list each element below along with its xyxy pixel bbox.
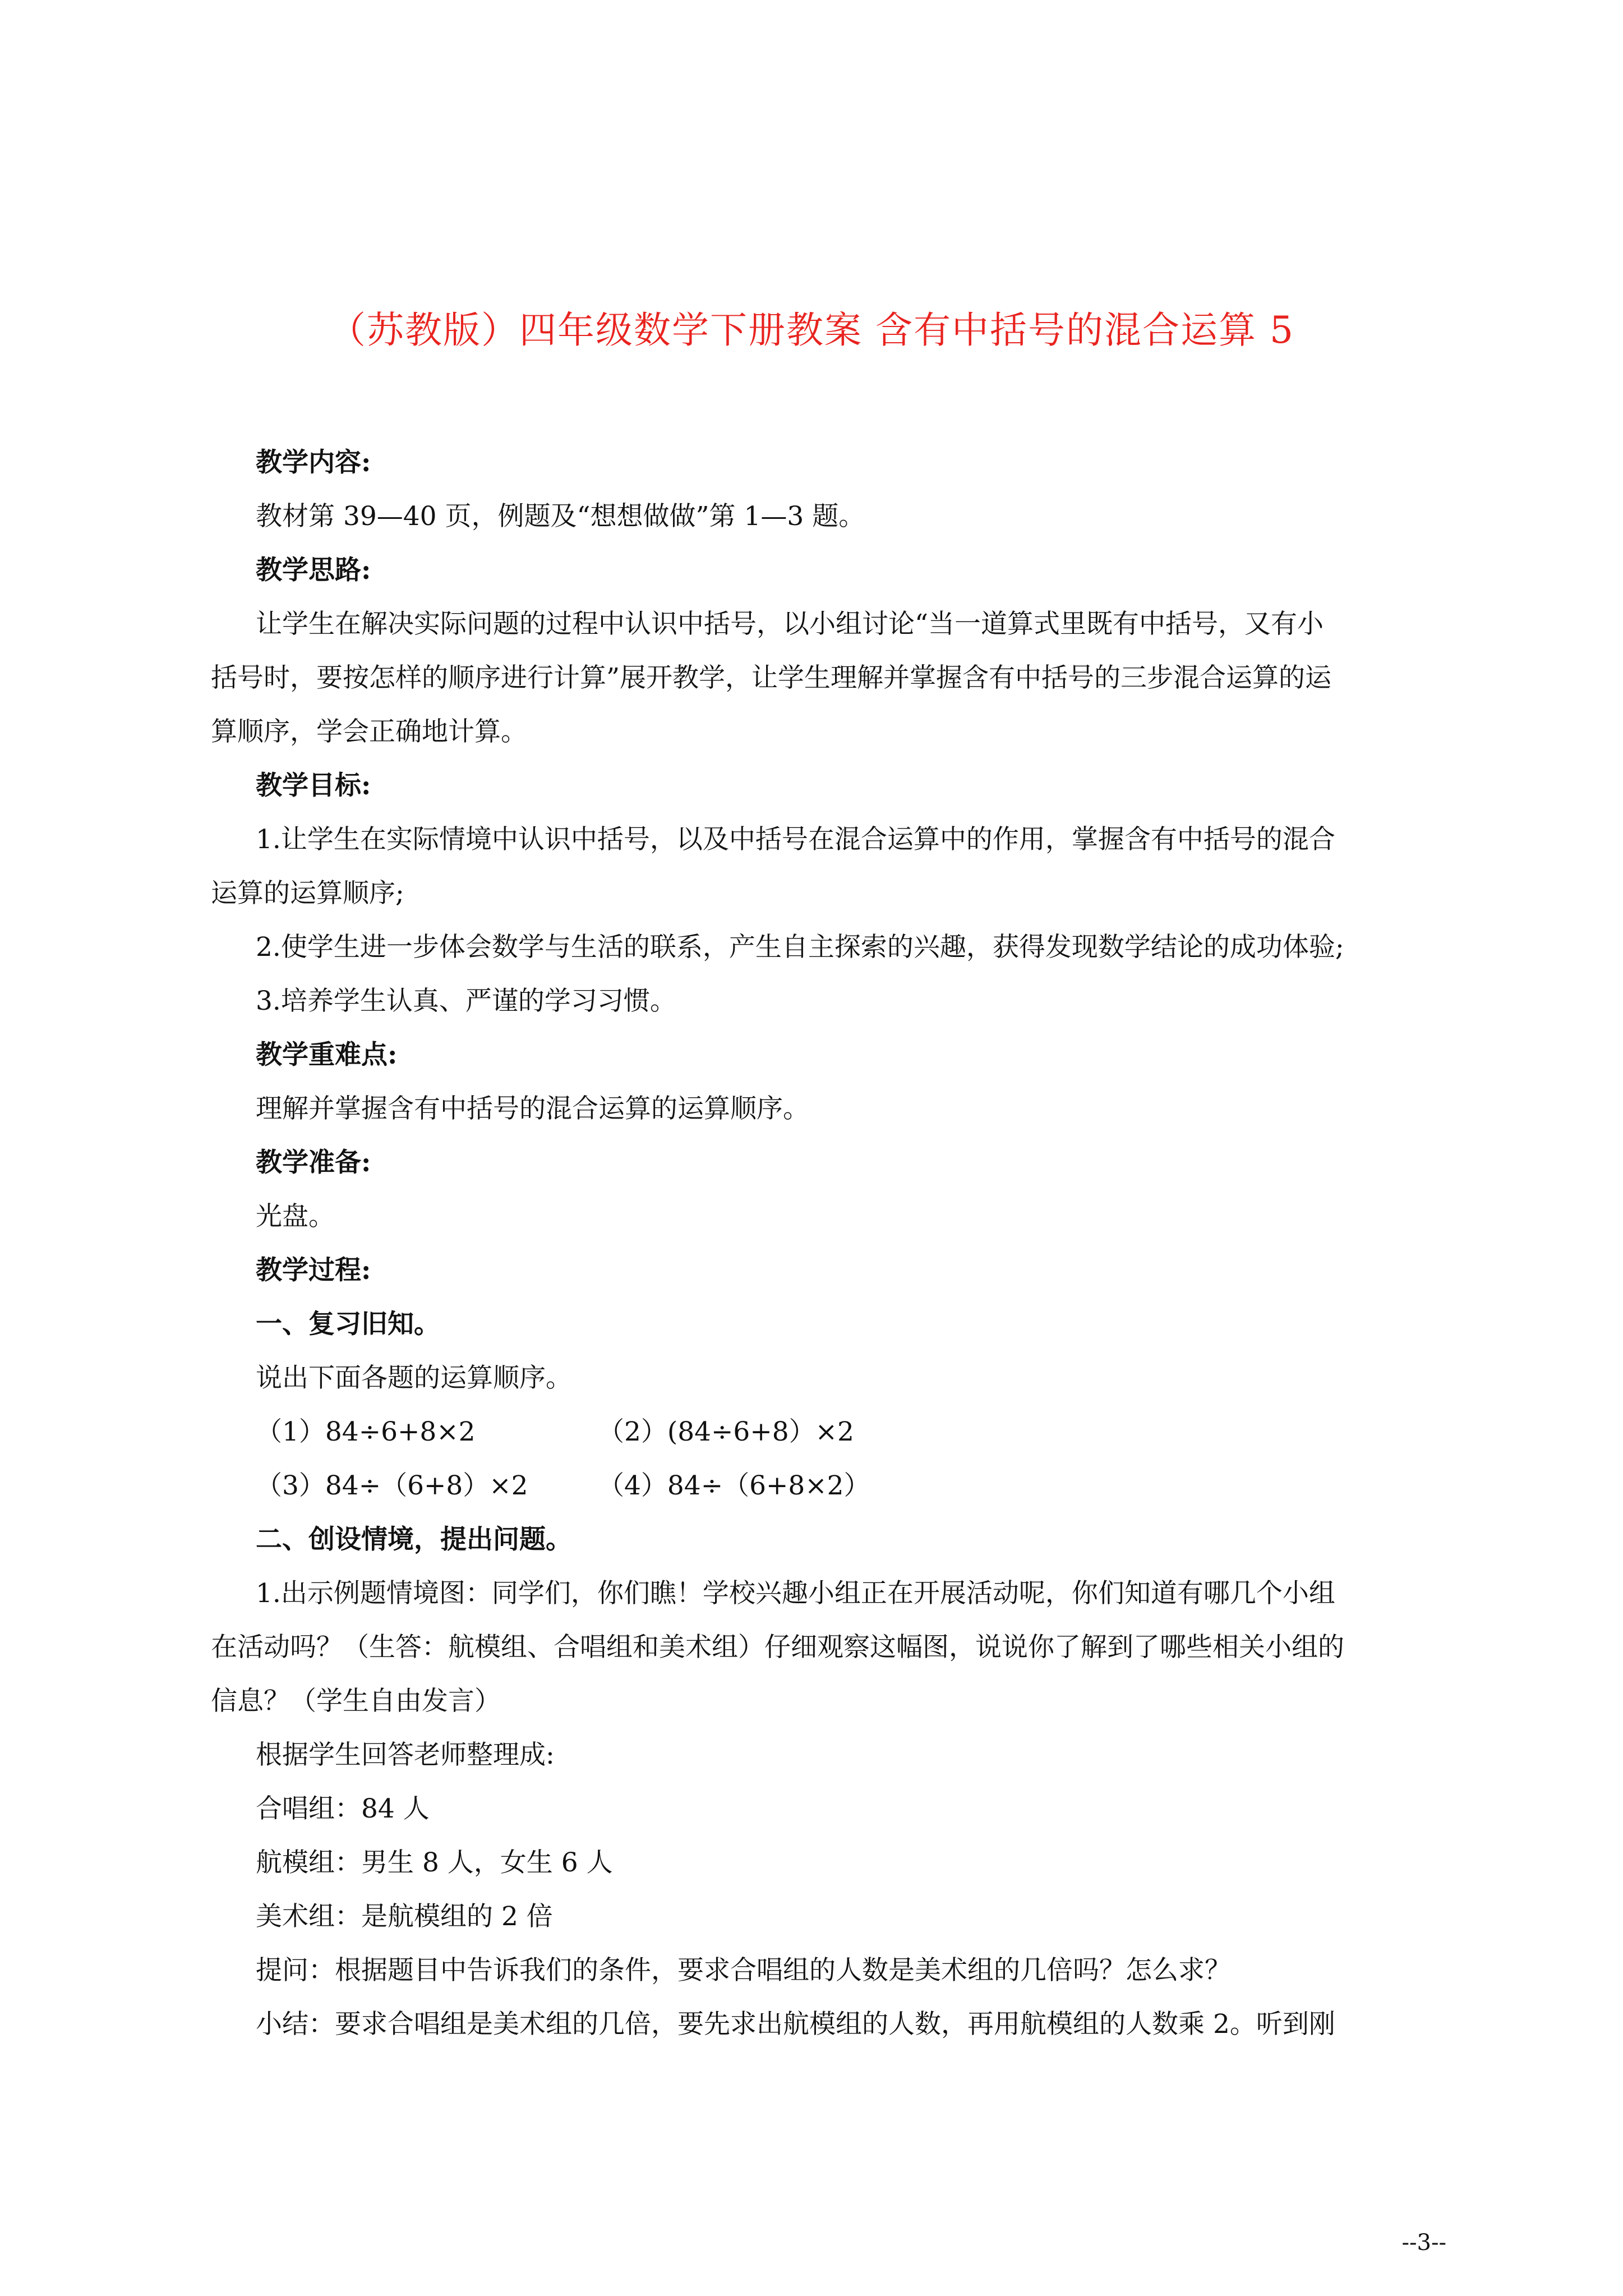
paragraph: 运算的运算顺序; xyxy=(211,878,404,909)
paragraph: 教材第 39—40 页，例题及“想想做做”第 1—3 题。 xyxy=(256,501,865,532)
heading-goal: 教学目标: xyxy=(256,770,371,801)
paragraph: 合唱组：84 人 xyxy=(256,1793,430,1824)
paragraph: 让学生在解决实际问题的过程中认识中括号，以小组讨论“当一道算式里既有中括号，又有小 xyxy=(256,609,1324,639)
paragraph: 理解并掌握含有中括号的混合运算的运算顺序。 xyxy=(256,1093,809,1124)
heading-process: 教学过程: xyxy=(256,1255,371,1286)
paragraph: 美术组：是航模组的 2 倍 xyxy=(256,1901,553,1932)
document-title: （苏教版）四年级数学下册教案 含有中括号的混合运算 5 xyxy=(329,309,1294,352)
paragraph: 括号时，要按怎样的顺序进行计算”展开教学，让学生理解并掌握含有中括号的三步混合运算的运 xyxy=(211,662,1332,693)
paragraph: 信息？（学生自由发言） xyxy=(211,1686,501,1717)
paragraph: 3.培养学生认真、严谨的学习习惯。 xyxy=(256,986,676,1016)
heading-idea: 教学思路: xyxy=(256,555,371,586)
paragraph: 在活动吗？（生答：航模组、合唱组和美术组）仔细观察这幅图，说说你了解到了哪些相关小组的 xyxy=(211,1632,1344,1663)
paragraph: 1.出示例题情境图：同学们，你们瞧！学校兴趣小组正在开展活动呢，你们知道有哪几个小组 xyxy=(256,1578,1335,1609)
paragraph: 算顺序，学会正确地计算。 xyxy=(211,716,527,747)
expression: （1）84÷6+8×2 xyxy=(256,1416,476,1447)
expression: （3）84÷（6+8）×2 xyxy=(256,1470,528,1501)
expression: （2）(84÷6+8）×2 xyxy=(598,1416,854,1447)
page-number: --3-- xyxy=(1401,2230,1446,2256)
heading-review: 一、复习旧知。 xyxy=(256,1309,440,1340)
paragraph: 2.使学生进一步体会数学与生活的联系，产生自主探索的兴趣，获得发现数学结论的成功体验; xyxy=(256,932,1344,963)
paragraph: 1.让学生在实际情境中认识中括号，以及中括号在混合运算中的作用，掌握含有中括号的混合 xyxy=(256,824,1335,855)
expression: （4）84÷（6+8×2） xyxy=(598,1470,870,1501)
heading-content: 教学内容: xyxy=(256,447,371,478)
paragraph: 航模组：男生 8 人，女生 6 人 xyxy=(256,1847,613,1878)
paragraph: 根据学生回答老师整理成: xyxy=(256,1740,555,1770)
paragraph: 光盘。 xyxy=(256,1201,335,1232)
paragraph: 提问：根据题目中告诉我们的条件，要求合唱组的人数是美术组的几倍吗？怎么求？ xyxy=(256,1955,1231,1986)
paragraph: 说出下面各题的运算顺序。 xyxy=(256,1363,572,1393)
heading-key: 教学重难点: xyxy=(256,1039,398,1070)
paragraph: 小结：要求合唱组是美术组的几倍，要先求出航模组的人数，再用航模组的人数乘 2。听到刚 xyxy=(256,2009,1335,2040)
heading-create: 二、创设情境，提出问题。 xyxy=(256,1524,572,1555)
heading-prep: 教学准备: xyxy=(256,1147,371,1178)
